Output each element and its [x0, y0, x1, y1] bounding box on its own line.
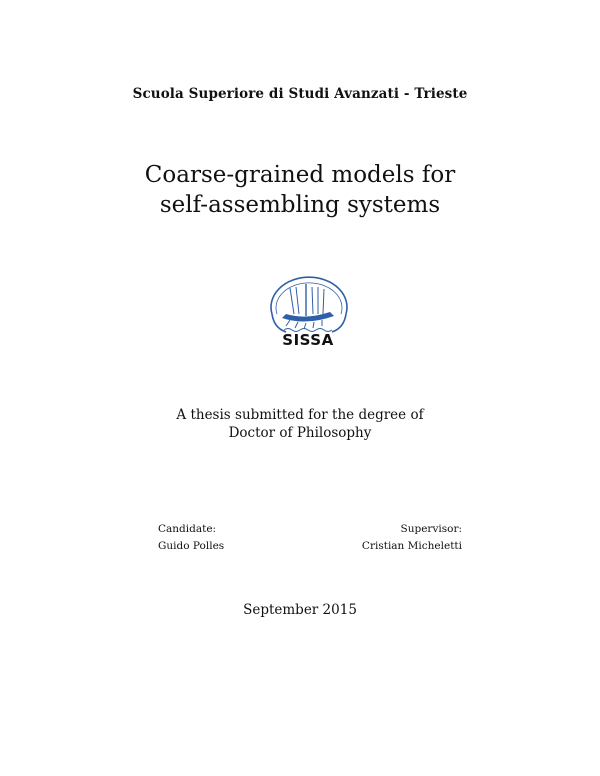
submission-date: September 2015	[243, 602, 357, 618]
thesis-title-line-1: Coarse-grained models for	[144, 162, 456, 188]
thesis-title-line-2: self-assembling systems	[159, 192, 441, 218]
candidate-block	[158, 521, 224, 555]
sissa-ship-logo-icon	[260, 270, 356, 350]
sissa-logo	[260, 270, 356, 350]
degree-line-1: A thesis submitted for the degree of	[176, 407, 424, 423]
thesis-title	[0, 160, 600, 220]
degree-statement	[0, 406, 600, 442]
degree-line-2: Doctor of Philosophy	[228, 425, 372, 441]
candidate-label: Candidate:	[158, 523, 217, 535]
supervisor-name: Cristian Micheletti	[361, 540, 462, 552]
logo-text: SISSA	[282, 331, 334, 349]
supervisor-block	[362, 521, 462, 555]
supervisor-label: Supervisor:	[400, 523, 462, 535]
candidate-name: Guido Polles	[158, 540, 225, 552]
institution-name: Scuola Superiore di Studi Avanzati - Trieste	[132, 86, 468, 102]
